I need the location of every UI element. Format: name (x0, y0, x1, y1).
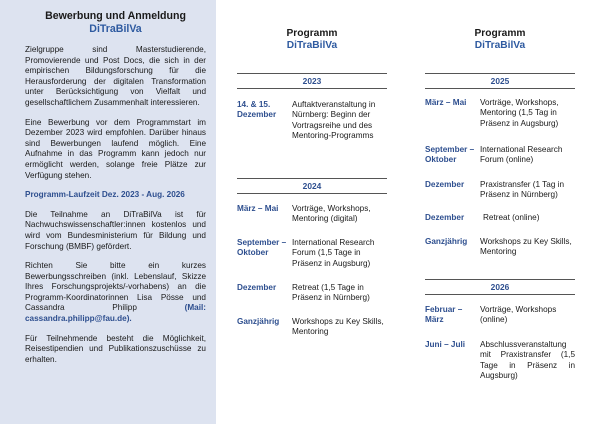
contact-text: Richten Sie bitte ein kurzes Bewerbungsschreiben (inkl. Lebenslauf, Skizze Ihres Forschungsprojekts/-vorhabens) an die Programm-Koordinatorinnen Lisa Pösse und Cassandra Philipp (25, 261, 206, 313)
year-header-2025: 2025 (425, 73, 575, 89)
program-brand: DiTraBilVa (286, 40, 338, 51)
event-date: September – Oktober (425, 145, 475, 165)
event-date: Dezember (425, 180, 465, 189)
event-date: Dezember (425, 213, 465, 222)
event-text: Abschlussveranstaltung mit Praxistransfer (1,5 Tage in Präsenz in Augsburg) (480, 340, 575, 381)
event-date: Juni – Juli (425, 340, 466, 349)
event-date: Dezember (237, 283, 277, 292)
event-text: Workshops zu Key Skills, Mentoring (480, 237, 572, 257)
contact-email-link[interactable]: (Mail: cassandra.philipp@fau.de). (25, 303, 206, 324)
event-text: International Research Forum (1,5 Tage in Präsenz in Augsburg) (292, 238, 375, 268)
program-title: Programm (474, 28, 526, 39)
event-text: Auftaktveranstaltung in Nürnberg: Beginn der Vortragsreihe und des Mentoring-Programms (292, 100, 376, 141)
event-text: International Research Forum (online) (480, 145, 563, 165)
application-timing-paragraph: Eine Bewerbung vor dem Programmstart im Dezember 2023 wird empfohlen. Darüber hinaus sind Bewerbungen laufend möglich. Eine Aufnahme in das Programm kann jedoch nur ermöglicht werden, solange freie Plätze zur Verfügung stehen. (25, 117, 206, 180)
event-text: Vorträge, Workshops, Mentoring (digital) (292, 204, 371, 224)
event-date: Ganzjährig (237, 317, 280, 326)
event-text: Workshops zu Key Skills, Mentoring (292, 317, 384, 337)
program-runtime: Programm-Laufzeit Dez. 2023 - Aug. 2026 (25, 190, 185, 200)
scholarship-paragraph: Für Teilnehmende besteht die Möglichkeit, Reisestipendien und Publikationszuschüsse zu erhalten. (25, 333, 206, 364)
year-header-2024: 2024 (237, 178, 387, 194)
year-header-2023: 2023 (237, 73, 387, 89)
event-text: Retreat (online) (483, 213, 540, 222)
contact-paragraph (25, 261, 206, 325)
event-date: 14. & 15. Dezember (237, 100, 277, 120)
year-header-2026: 2026 (425, 279, 575, 295)
program-brand: DiTraBilVa (474, 40, 526, 51)
funding-paragraph: Die Teilnahme an DiTraBilVa ist für Nachwuchswissenschaftler:innen kostenlos und wird vom Bundesministerium für Bildung und Forschung (BMBF) gefördert. (25, 209, 206, 251)
event-date: Februar – März (425, 305, 463, 325)
program-column-2 (425, 0, 575, 381)
application-brand: DiTraBilVa (89, 23, 142, 35)
event-text: Praxistransfer (1 Tag in Präsenz in Nürnberg) (480, 180, 565, 200)
event-date: März – Mai (425, 98, 467, 107)
program-column-1 (237, 0, 387, 337)
application-title: Bewerbung und Anmeldung (45, 10, 186, 22)
event-text: Vorträge, Workshops (online) (480, 305, 557, 325)
application-panel (0, 0, 216, 424)
event-date: Ganzjährig (425, 237, 468, 246)
event-text: Retreat (1,5 Tage in Präsenz in Nürnberg) (292, 283, 370, 303)
event-date: September – Oktober (237, 238, 287, 258)
event-date: März – Mai (237, 204, 279, 213)
program-title: Programm (286, 28, 338, 39)
target-group-paragraph: Zielgruppe sind Masterstudierende, Promovierende und Post Docs, die sich in der empirischen Bildungsforschung für die Herausforderung der digitalen Transformation unter Berücksichtigung von Vielfalt und gesellschaftlichem Zusammenhalt interessieren. (25, 45, 206, 107)
event-text: Vorträge, Workshops, Mentoring (1,5 Tag in Präsenz in Augsburg) (480, 98, 559, 128)
